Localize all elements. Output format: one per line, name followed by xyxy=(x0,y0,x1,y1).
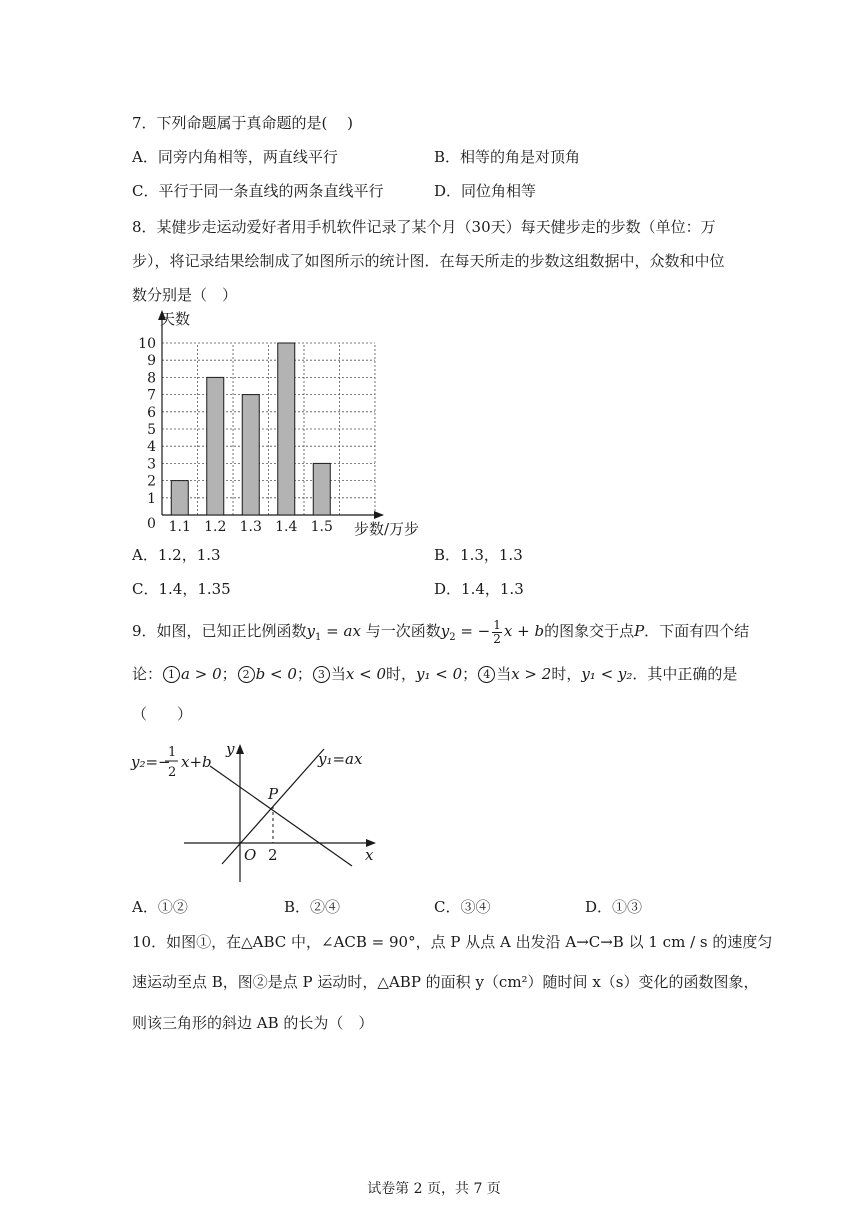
q9-option-d: D．①③ xyxy=(585,898,643,916)
circled-1: 1 xyxy=(163,666,180,683)
q10-stem-line3: 则该三角形的斜边 AB 的长为（ ） xyxy=(132,1014,374,1032)
y-axis-arrow-icon xyxy=(236,744,244,754)
q9-text: ．其中正确的是 xyxy=(632,665,738,683)
origin-label: O xyxy=(244,846,257,864)
q9-option-a: A．①② xyxy=(132,898,188,916)
q9-text: ； xyxy=(296,665,312,683)
line-y2 xyxy=(210,766,352,866)
x-axis-label: x xyxy=(365,846,374,864)
q9-sub: 2 xyxy=(449,632,456,643)
x-axis-label: 步数/万步 xyxy=(354,520,420,538)
x-tick-label: 1.3 xyxy=(239,519,262,535)
point-p-label: P xyxy=(268,785,279,803)
chart-x-ticks xyxy=(169,519,333,535)
x-tick-label: 1.4 xyxy=(275,519,298,535)
q9-math: b < 0 xyxy=(255,665,297,683)
circled-2: 2 xyxy=(238,666,255,683)
bar-1.2 xyxy=(207,377,224,515)
chart-grid xyxy=(162,343,375,515)
q9-option-c: C．③④ xyxy=(434,898,491,916)
y-tick-label: 2 xyxy=(147,473,156,490)
y-tick-label: 5 xyxy=(147,422,156,438)
q9-text: ； xyxy=(221,665,237,683)
q8-stem-line1: 8．某健步走运动爱好者用手机软件记录了某个月（30天）每天健步走的步数（单位：万 xyxy=(132,218,716,236)
x-axis-arrow-icon xyxy=(374,511,384,519)
q9-math: = ax xyxy=(321,622,366,640)
fraction-numerator: 1 xyxy=(493,617,501,632)
y-axis-label: y xyxy=(226,740,235,758)
q7-option-b: B．相等的角是对顶角 xyxy=(434,148,581,166)
q10-stem-line1: 10．如图①，在△ABC 中，∠ACB = 90°，点 P 从点 A 出发沿 A→C→B 以 1 cm / s 的速度匀 xyxy=(132,933,773,951)
q9-math: y₁ < 0 xyxy=(416,665,463,683)
q9-stem-line1 xyxy=(132,618,749,651)
chart-y-ticks xyxy=(138,336,156,507)
y1-label: y₁=ax xyxy=(318,750,363,768)
x-tick-label: 1.2 xyxy=(204,519,227,535)
q9-text: ．下面有四个结 xyxy=(644,622,750,640)
q7-option-c: C．平行于同一条直线的两条直线平行 xyxy=(132,182,384,200)
q10-stem-line2: 速运动至点 B，图②是点 P 运动时，△ABP 的面积 y（cm²）随时间 x（s）变化的函数图象， xyxy=(132,973,759,991)
circled-4: 4 xyxy=(478,666,495,683)
q9-text: ； xyxy=(462,665,478,683)
y-tick-label: 6 xyxy=(147,404,156,421)
q7-option-d: D．同位角相等 xyxy=(434,182,537,200)
y-tick-label: 1 xyxy=(147,490,156,507)
bar-1.1 xyxy=(171,481,188,515)
q9-text: 时， xyxy=(551,665,582,683)
q8-option-c: C．1.4，1.35 xyxy=(132,580,231,598)
q9-math: x < 0 xyxy=(345,665,387,683)
q8-option-d: D．1.4，1.3 xyxy=(434,580,524,598)
q9-math: y xyxy=(306,622,316,640)
q9-text: 与一次函数 xyxy=(365,622,441,640)
q9-math: x > 2 xyxy=(511,665,552,683)
y2-frac-den: 2 xyxy=(168,765,177,780)
q9-math: y xyxy=(440,622,450,640)
step-count-bar-chart xyxy=(128,306,428,542)
bar-1.5 xyxy=(313,463,330,515)
q7-option-a: A．同旁内角相等，两直线平行 xyxy=(132,148,338,166)
q9-fraction xyxy=(492,619,502,646)
q9-option-b: B．②④ xyxy=(284,898,341,916)
fraction-denominator: 2 xyxy=(493,631,501,646)
x-tick-label: 1.1 xyxy=(168,519,191,535)
q9-stem-line2 xyxy=(132,664,737,684)
y-tick-label: 10 xyxy=(138,336,156,352)
q9-sub: 1 xyxy=(315,632,322,643)
y-tick-label: 8 xyxy=(147,370,156,387)
y-tick-label: 3 xyxy=(147,456,156,473)
y-tick-label: 4 xyxy=(147,439,156,456)
page-footer: 试卷第 2 页，共 7 页 xyxy=(367,1181,501,1197)
bar-1.4 xyxy=(278,343,295,515)
q9-text: 当 xyxy=(330,665,346,683)
q9-math: P xyxy=(634,622,645,640)
q9-text: 当 xyxy=(496,665,512,683)
tick-2-label: 2 xyxy=(268,846,278,864)
y-tick-label: 9 xyxy=(147,353,156,370)
q8-option-b: B．1.3，1.3 xyxy=(434,546,523,564)
q9-stem-line3: （ ） xyxy=(132,705,193,723)
q7-stem: 7．下列命题属于真命题的是( ) xyxy=(132,114,354,132)
y2-frac-num: 1 xyxy=(168,745,177,760)
q9-text: 论： xyxy=(132,665,163,683)
q9-text: 的图象交于点 xyxy=(544,622,635,640)
chart-axes xyxy=(158,310,384,519)
y-tick-label: 7 xyxy=(147,387,156,404)
q9-text: 时， xyxy=(386,665,417,683)
q9-math: x + b xyxy=(503,622,545,640)
q9-math: y₁ < y₂ xyxy=(581,665,633,683)
origin-label: 0 xyxy=(147,516,156,532)
q8-stem-line3: 数分别是（ ） xyxy=(132,286,238,304)
q9-math: = − xyxy=(455,622,491,640)
y-axis-label: 天数 xyxy=(160,310,191,328)
q9-math: a > 0 xyxy=(181,665,222,683)
x-tick-label: 1.5 xyxy=(310,519,333,535)
q8-stem-line2: 步），将记录结果绘制成了如图所示的统计图．在每天所走的步数这组数据中，众数和中位 xyxy=(132,252,725,270)
q9-text: 9．如图，已知正比例函数 xyxy=(132,622,307,640)
bar-1.3 xyxy=(242,395,259,515)
linear-functions-graph xyxy=(128,736,388,886)
y2-tail: x+b xyxy=(181,753,212,771)
q8-option-a: A．1.2，1.3 xyxy=(132,546,221,564)
y2-label: y₂=− xyxy=(131,753,171,771)
circled-3: 3 xyxy=(313,666,330,683)
